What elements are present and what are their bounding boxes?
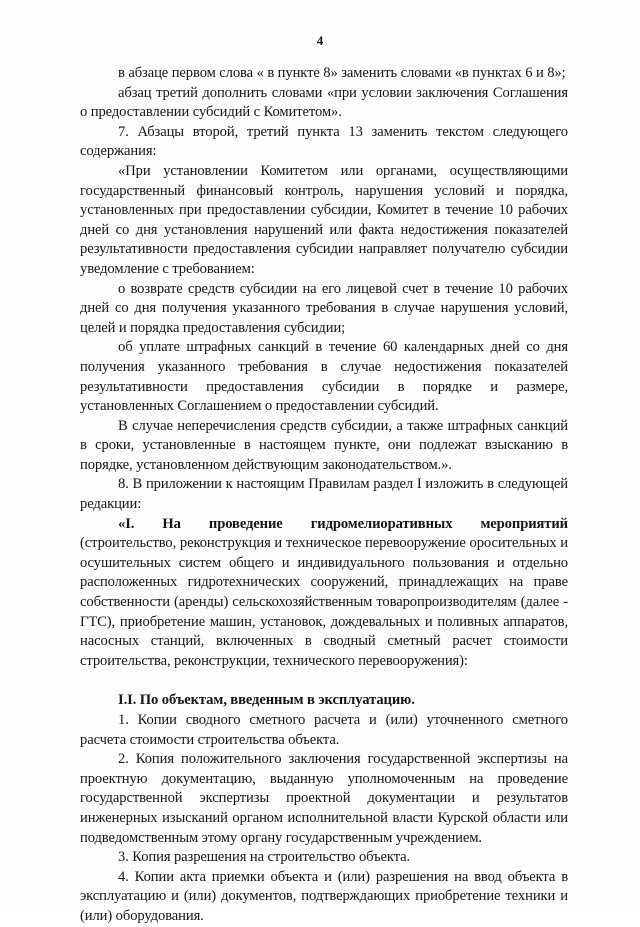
paragraph-item-7: 7. Абзацы второй, третий пункта 13 заменить текстом следующего содержания: <box>80 123 568 160</box>
paragraph-neperechislenie: В случае неперечисления средств субсидии, а также штрафных санкций в сроки, установленные в настоящем пункте, они подлежат взысканию в порядке, установленном действующим законодательством.». <box>80 417 568 473</box>
paragraph-abzac-tretiy: абзац третий дополнить словами «при условии заключения Соглашения о предоставлении субсидий с Комитетом». <box>80 84 568 121</box>
paragraph-quote-start: «При установлении Комитетом или органами, осуществляющими государственный финансовый контроль, нарушения условий и порядка, установленных при предоставлении субсидии, Комитет в течение 10 рабочих дней со дня установления нарушений или факта недостижения показателей результативности предоставления субсидии направляет получателю субсидии уведомление с требованием: <box>80 162 568 277</box>
paragraph-vozvrat: о возврате средств субсидии на его лицевой счет в течение 10 рабочих дней со дня получения указанного требования в случае нарушения условий, целей и порядка предоставления субсидии; <box>80 280 568 336</box>
paragraph-list-4: 4. Копии акта приемки объекта и (или) разрешения на ввод объекта в эксплуатацию и (или) документов, подтверждающих приобретение техники и (или) оборудования. <box>80 868 568 924</box>
page-number: 4 <box>316 33 324 48</box>
paragraph-list-3: 3. Копия разрешения на строительство объекта. <box>118 849 411 866</box>
paragraph-list-2: 2. Копия положительного заключения государственной экспертизы на проектную документацию, выданную уполномоченным на проведение государственной экспертизы проектной документации и результатов инженерных изысканий органом исполнительной власти Курской области или подведомственным этому органу государственным учреждением. <box>80 751 568 846</box>
paragraph-section-i <box>80 515 568 672</box>
paragraph-list-1: 1. Копии сводного сметного расчета и (или) уточненного сметного расчета стоимости строительства объекта. <box>80 712 568 748</box>
document-body <box>80 64 568 927</box>
section-heading-i-i: I.I. По объектам, введенным в эксплуатацию. <box>118 692 415 709</box>
paragraph-item-8: 8. В приложении к настоящим Правилам раздел I изложить в следующей редакции: <box>80 476 568 513</box>
paragraph-abzac-pervom: в абзаце первом слова « в пункте 8» заменить словами «в пунктах 6 и 8»; <box>118 65 566 81</box>
section-i-lead: «I. На проведение гидромелиоративных мероприятий <box>118 515 568 532</box>
paragraph-shtraf: об уплате штрафных санкций в течение 60 календарных дней со дня получения указанного требования в случае недостижения показателей результативности предоставления субсидии в порядке и размере, установленных Соглашением о предоставлении субсидий. <box>80 339 568 415</box>
section-i-text: (строительство, реконструкция и техническое перевооружение оросительных и осушительных систем общего и индивидуального пользования и отдельно расположенных гидротехнических сооружений, принадлежащих на праве собственности (аренды) сельскохозяйственным товаропроизводителям (далее - ГТС), приобретение машин, установок, дождевальных и поливных аппаратов, насосных станций, включенных в сводный сметный расчет стоимости строительства, реконструкции, технического перевооружения): <box>80 535 568 669</box>
